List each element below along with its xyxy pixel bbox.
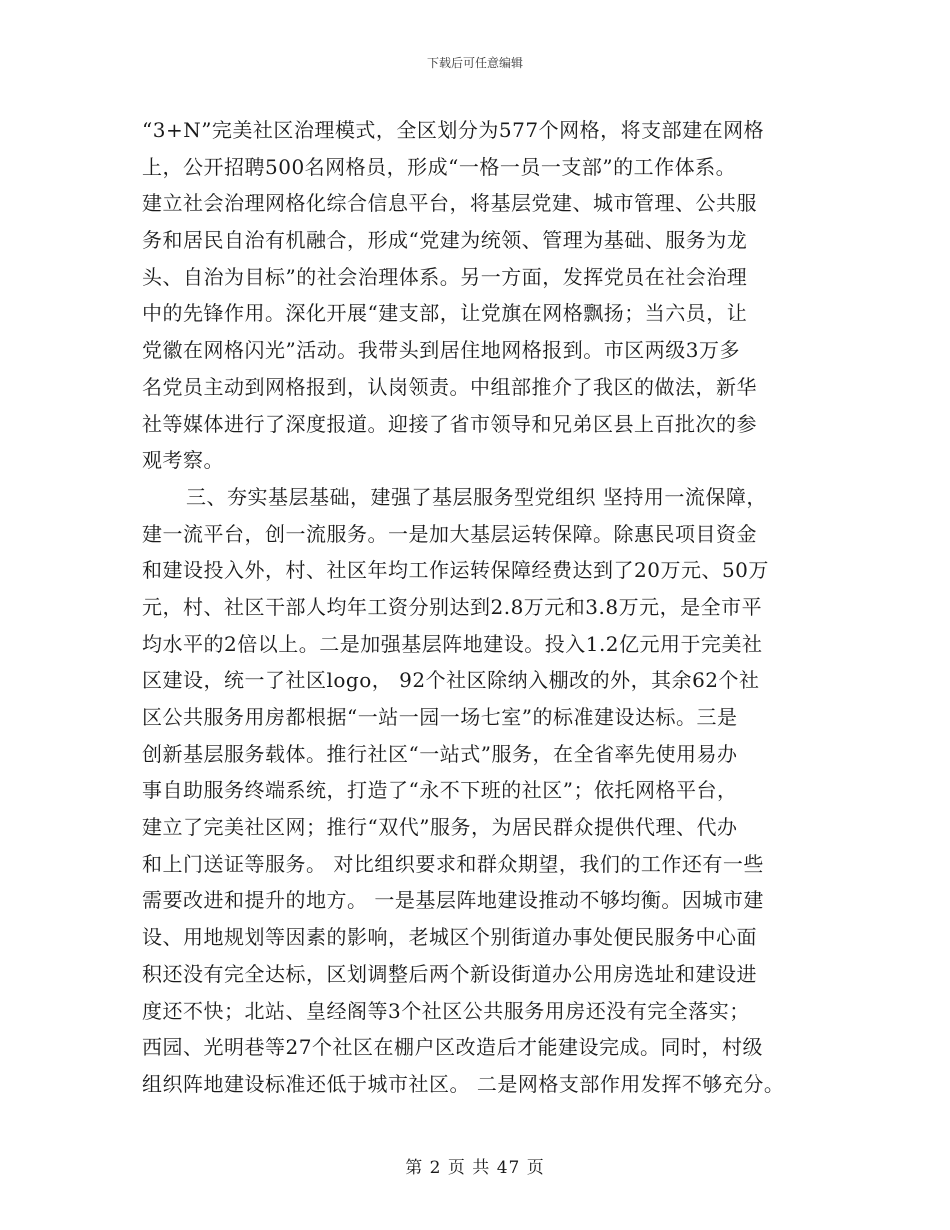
- text-line: “3+N”完美社区治理模式，全区划分为577个网格，将支部建在网格: [142, 118, 765, 142]
- text-line: 组织阵地建设标准还低于城市社区。 二是网格支部作用发挥不够充分。: [142, 1071, 785, 1096]
- text-line: 和建设投入外，村、社区年均工作运转保障经费达到了20万元、50万: [142, 558, 769, 583]
- text-line: 社等媒体进行了深度报道。迎接了省市领导和兄弟区县上百批次的参: [142, 411, 757, 436]
- text-line: 区建设，统一了社区logo， 92个社区除纳入棚改的外，其余62个社: [142, 668, 760, 693]
- text-line: 名党员主动到网格报到，认岗领责。中组部推介了我区的做法，新华: [142, 374, 757, 399]
- text-line: 务和居民自治有机融合，形成“党建为统领、管理为基础、服务为龙: [142, 228, 748, 253]
- text-line: 事自助服务终端系统，打造了“永不下班的社区”；依托网格平台，: [142, 778, 738, 803]
- text-line: 头、自治为目标”的社会治理体系。另一方面，发挥党员在社会治理: [142, 264, 748, 289]
- text-line: 设、用地规划等因素的影响，老城区个别街道办事处便民服务中心面: [142, 925, 757, 950]
- text-line: 和上门送证等服务。 对比组织要求和群众期望，我们的工作还有一些: [142, 851, 764, 876]
- text-line: 元，村、社区干部人均年工资分别达到2.8万元和3.8万元，是全市平: [142, 594, 763, 619]
- paragraph-start-line: 三、夯实基层基础，建强了基层服务型党组织 坚持用一流保障，: [186, 484, 767, 509]
- page-footer: 第 2 页 共 47 页: [405, 1158, 545, 1178]
- body-text: [142, 112, 827, 1103]
- text-line: 建立了完美社区网；推行“双代”服务，为居民群众提供代理、代办: [142, 815, 738, 840]
- text-line: 度还不快；北站、皇经阁等3个社区公共服务用房还没有完全落实；: [142, 998, 750, 1023]
- text-line: 党徽在网格闪光”活动。我带头到居住地网格报到。市区两级3万多: [142, 338, 740, 363]
- text-line: 需要改进和提升的地方。 一是基层阵地建设推动不够均衡。因城市建: [142, 888, 764, 913]
- page-header: 下载后可任意编辑: [426, 56, 523, 70]
- text-line: 建立社会治理网格化综合信息平台，将基层党建、城市管理、公共服: [142, 191, 757, 216]
- text-line: 观考察。: [142, 448, 224, 473]
- text-line: 上，公开招聘500名网格员，形成“一格一员一支部”的工作体系。: [142, 154, 737, 179]
- text-line: 创新基层服务载体。推行社区“一站式”服务，在全省率先使用易办: [142, 741, 738, 766]
- text-line: 建一流平台，创一流服务。一是加大基层运转保障。除惠民项目资金: [142, 521, 757, 546]
- text-line: 中的先锋作用。深化开展“建支部，让党旗在网格飘扬；当六员，让: [142, 301, 748, 326]
- text-line: 西园、光明巷等27个社区在棚户区改造后才能建设完成。同时，村级: [142, 1035, 763, 1060]
- text-line: 积还没有完全达标，区划调整后两个新设街道办公用房选址和建设进: [142, 961, 757, 986]
- text-line: 均水平的2倍以上。二是加强基层阵地建设。投入1.2亿元用于完美社: [142, 631, 763, 656]
- text-line: 区公共服务用房都根据“一站一园一场七室”的标准建设达标。三是: [142, 705, 738, 729]
